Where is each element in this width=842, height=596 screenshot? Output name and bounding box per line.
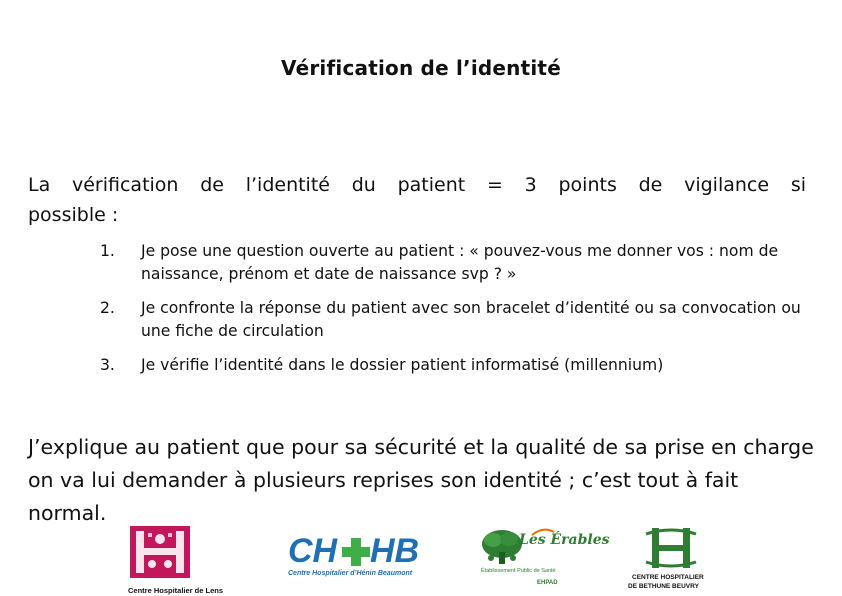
erables-caption-2: EHPAD [537,580,558,586]
list-item [100,297,820,343]
step-number: 3. [100,356,115,374]
intro-word: de [638,174,663,196]
partner-logos [0,522,842,595]
intro-word: points [558,174,617,196]
chhb-hb-text: HB [370,532,420,570]
page-title: Vérification de l’identité [281,56,561,80]
bethune-caption-2: DE BETHUNE BEUVRY [628,583,699,590]
green-cross-icon [342,538,370,566]
intro-word: vigilance [684,174,770,196]
intro-word: = [486,174,503,196]
list-item [100,240,820,286]
logo-ch-henin-beaumont [288,532,438,592]
verification-steps-list [100,240,820,388]
intro-word: si [790,174,806,196]
step-number: 2. [100,299,115,317]
list-item [100,354,820,377]
chhb-ch-text: CH [288,532,338,570]
bethune-h-icon [644,526,698,570]
intro-word: 3 [524,174,537,196]
chhb-caption: Centre Hospitalier d’Hénin Beaumont [288,570,413,577]
step-text: Je pose une question ouverte au patient : « pouvez-vous me donner vos : nom de naissance, prénom et date de naissance svp ? » [141,242,779,283]
step-number: 1. [100,242,115,260]
intro-word: du [351,174,376,196]
logo-ehpad-les-erables [477,528,610,594]
logo-ch-lens [128,526,240,596]
lens-caption: Centre Hospitalier de Lens [128,586,224,595]
logo-ch-bethune-beuvry [628,526,714,594]
intro-line-2: possible : [28,204,119,226]
intro-paragraph [28,170,806,230]
outro-paragraph: J’explique au patient que pour sa sécurité et la qualité de sa prise en charge on va lui demander à plusieurs reprises son identité ; c’est tout à fait normal. [28,435,814,525]
step-text: Je vérifie l’identité dans le dossier patient informatisé (millennium) [141,356,664,374]
bethune-caption-1: CENTRE HOSPITALIER [632,574,704,581]
intro-word: de [200,174,224,196]
orange-swoosh-icon [531,528,555,536]
intro-word: vérification [71,174,179,196]
intro-word: l’identité [245,174,330,196]
erables-name: Les Érables [519,532,610,548]
step-text: Je confronte la réponse du patient avec son bracelet d’identité ou sa convocation ou une fiche de circulation [141,299,801,340]
lens-emblem-icon [130,526,190,578]
intro-word: patient [397,174,466,196]
intro-word: La [28,174,51,196]
intro-line-1 [28,170,806,200]
erables-caption-1: Établissement Public de Santé [481,568,556,574]
